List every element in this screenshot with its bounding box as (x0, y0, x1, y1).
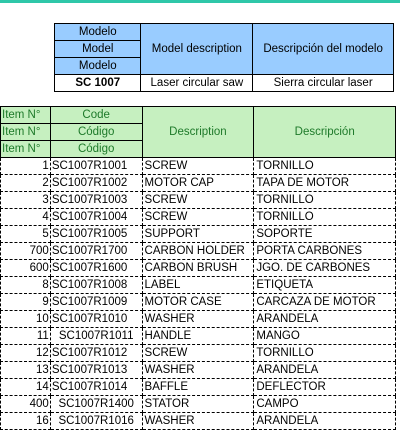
part-description-en: LABEL (142, 277, 254, 294)
part-description-es: PORTA CARBONES (254, 243, 396, 260)
part-code: SC1007R1400 (50, 396, 142, 413)
model-header-label: Model (55, 41, 141, 58)
item-header: Item N° (1, 141, 51, 158)
part-description-en: MOTOR CAP (142, 175, 254, 192)
part-code: SC1007R1004 (50, 209, 142, 226)
table-row (1, 277, 396, 294)
part-description-en: WASHER (142, 362, 254, 379)
model-desc-en: Laser circular saw (141, 75, 253, 92)
part-description-es: DEFLECTOR (254, 379, 396, 396)
table-row (1, 260, 396, 277)
table-row (1, 294, 396, 311)
item-number: 8 (1, 277, 51, 294)
code-header: Código (50, 124, 142, 141)
model-desc-es: Sierra circular laser (253, 75, 394, 92)
part-description-en: SCREW (142, 209, 254, 226)
part-description-en: WASHER (142, 311, 254, 328)
item-number: 10 (1, 311, 51, 328)
item-number: 13 (1, 362, 51, 379)
part-description-en: CARBON BRUSH (142, 260, 254, 277)
part-code: SC1007R1016 (50, 413, 142, 430)
item-number: 9 (1, 294, 51, 311)
part-description-es: JGO. DE CARBONES (254, 260, 396, 277)
part-code: SC1007R1012 (50, 345, 142, 362)
item-number: 11 (1, 328, 51, 345)
part-code: SC1007R1010 (50, 311, 142, 328)
model-header-label: Modelo (55, 24, 141, 41)
item-header: Item N° (1, 107, 51, 124)
code-header: Código (50, 141, 142, 158)
part-description-en: SCREW (142, 345, 254, 362)
part-description-es: TORNILLO (254, 345, 396, 362)
part-code: SC1007R1002 (50, 175, 142, 192)
part-description-en: HANDLE (142, 328, 254, 345)
part-code: SC1007R1011 (50, 328, 142, 345)
part-code: SC1007R1014 (50, 379, 142, 396)
item-number: 3 (1, 192, 51, 209)
part-description-en: SCREW (142, 158, 254, 175)
item-number: 12 (1, 345, 51, 362)
top-accent-line (0, 0, 400, 3)
part-description-es: ETIQUETA (254, 277, 396, 294)
part-description-es: ARANDELA (254, 413, 396, 430)
part-description-en: SCREW (142, 192, 254, 209)
item-number: 4 (1, 209, 51, 226)
table-row (1, 396, 396, 413)
part-description-en: BAFFLE (142, 379, 254, 396)
table-row (1, 345, 396, 362)
table-row (1, 379, 396, 396)
table-row (1, 175, 396, 192)
model-header-label: Modelo (55, 58, 141, 75)
part-description-es: ARANDELA (254, 311, 396, 328)
item-number: 1 (1, 158, 51, 175)
item-number: 16 (1, 413, 51, 430)
part-description-es: TORNILLO (254, 158, 396, 175)
model-descripcion-header: Descripción del modelo (253, 24, 394, 75)
model-description-header: Model description (141, 24, 253, 75)
table-row (1, 243, 396, 260)
part-code: SC1007R1700 (50, 243, 142, 260)
item-number: 700 (1, 243, 51, 260)
descripcion-header: Descripción (254, 107, 396, 158)
part-description-es: TORNILLO (254, 209, 396, 226)
part-code: SC1007R1001 (50, 158, 142, 175)
part-description-es: SOPORTE (254, 226, 396, 243)
table-row (1, 209, 396, 226)
part-description-es: TORNILLO (254, 192, 396, 209)
item-number: 5 (1, 226, 51, 243)
part-code: SC1007R1600 (50, 260, 142, 277)
item-header: Item N° (1, 124, 51, 141)
part-code: SC1007R1013 (50, 362, 142, 379)
item-number: 600 (1, 260, 51, 277)
table-row (1, 328, 396, 345)
part-description-en: SUPPORT (142, 226, 254, 243)
part-description-en: WASHER (142, 413, 254, 430)
model-code: SC 1007 (55, 75, 141, 92)
table-row (1, 192, 396, 209)
description-header: Description (142, 107, 254, 158)
part-description-es: CARCAZA DE MOTOR (254, 294, 396, 311)
part-description-en: STATOR (142, 396, 254, 413)
item-number: 14 (1, 379, 51, 396)
part-code: SC1007R1009 (50, 294, 142, 311)
table-row (1, 362, 396, 379)
parts-table (0, 106, 396, 430)
table-row (1, 311, 396, 328)
item-number: 2 (1, 175, 51, 192)
model-table (54, 23, 394, 92)
part-description-es: MANGO (254, 328, 396, 345)
part-code: SC1007R1005 (50, 226, 142, 243)
part-code: SC1007R1008 (50, 277, 142, 294)
part-description-en: CARBON HOLDER (142, 243, 254, 260)
code-header: Code (50, 107, 142, 124)
part-description-es: TAPA DE MOTOR (254, 175, 396, 192)
part-description-en: MOTOR CASE (142, 294, 254, 311)
item-number: 400 (1, 396, 51, 413)
table-row (1, 226, 396, 243)
table-row (1, 158, 396, 175)
part-code: SC1007R1003 (50, 192, 142, 209)
part-description-es: ARANDELA (254, 362, 396, 379)
part-description-es: CAMPO (254, 396, 396, 413)
